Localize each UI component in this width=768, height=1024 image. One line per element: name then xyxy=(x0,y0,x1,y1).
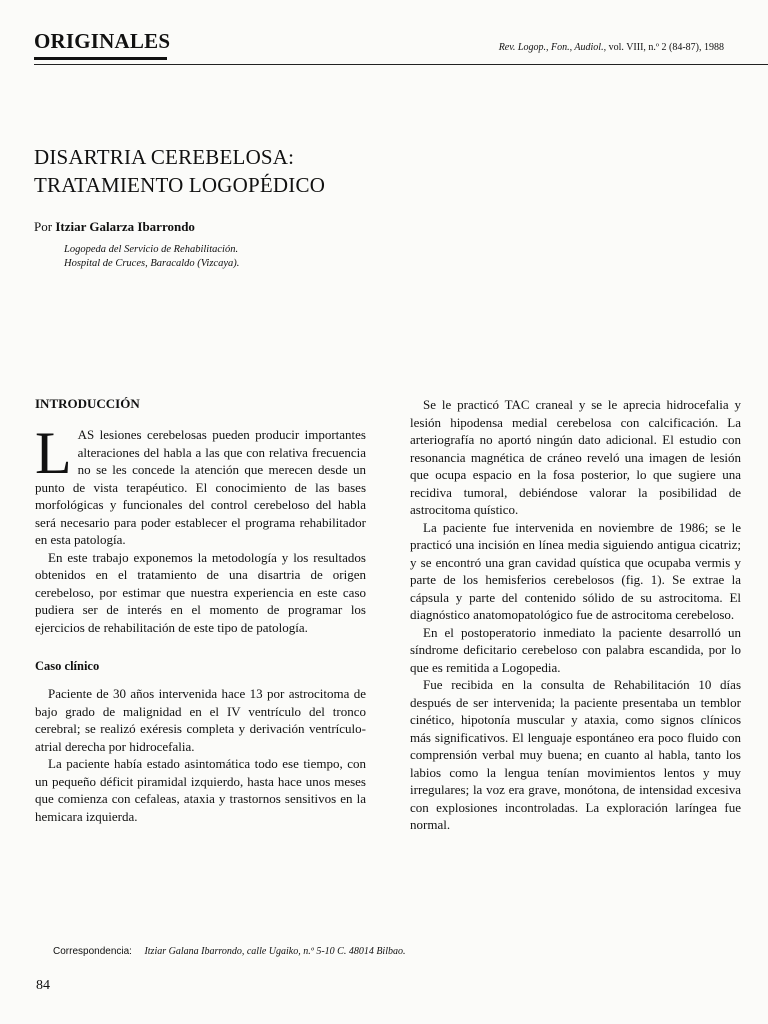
intro-paragraph-2: En este trabajo exponemos la metodología y los resultados obtenidos en el tratamiento de una disartria de origen cerebeloso, por estimar que nuestra experiencia en este caso pudiera ser de interés en el momento de programar los ejercicios de rehabilitación de este tipo de patología. xyxy=(35,549,366,635)
introduction-heading: INTRODUCCIÓN xyxy=(35,396,140,411)
section-label: ORIGINALES xyxy=(34,29,171,53)
right-paragraph-3: En el postoperatorio inmediato la paciente desarrolló un síndrome deficitario cerebeloso con palabra escandida, por lo que es remitida a Logopedia. xyxy=(410,624,741,675)
journal-details: vol. VIII, n.º 2 (84-87), 1988 xyxy=(608,42,724,53)
section-label-underline xyxy=(34,57,167,60)
correspondence-label: Correspondencia: xyxy=(53,946,132,957)
left-column xyxy=(35,395,366,825)
case-paragraph-1: Paciente de 30 años intervenida hace 13 por astrocitoma de bajo grado de malignidad en el IV ventrículo del tronco cerebral; se realizó exéresis completa y derivación ventrículo-atrial derecha por hidrocefalia. xyxy=(35,686,366,754)
affiliation xyxy=(64,243,239,271)
title-line-2: TRATAMIENTO LOGOPÉDICO xyxy=(34,173,326,197)
journal-name: Rev. Logop., Fon., Audiol., xyxy=(498,42,607,53)
drop-cap: L xyxy=(35,420,72,486)
correspondence-note xyxy=(53,946,406,957)
right-paragraph-1: Se le practicó TAC craneal y se le aprecia hidrocefalia y lesión hipodensa medial cerebelosa con calcificación. La arteriografía no aportó ningún dato adicional. El estudio con resonancia magnética de cráneo reveló una imagen de lesión que ocupa espacio en la fosa posterior, lo que sugiere una recidiva tumoral, debiéndose valorar la posibilidad de astrocitoma quístico. xyxy=(410,397,741,517)
correspondence-text: Itziar Galana Ibarrondo, calle Ugaiko, n.º 5-10 C. 48014 Bilbao. xyxy=(144,946,406,957)
journal-reference xyxy=(499,42,724,53)
right-paragraph-4: Fue recibida en la consulta de Rehabilitación 10 días después de ser intervenida; la paciente presentaba un temblor cinético, hipotonía muscular y ataxia, como signos clínicos más significativos. El lenguaje espontáneo era poco fluido con comprensión verbal muy buena; en cuanto al habla, tanto los labios como la lengua tenían movimientos lentos y muy irregulares; la voz era grave, monótona, de intensidad excesiva con explosiones incontroladas. La exploración laríngea fue normal. xyxy=(410,677,741,832)
header-rule xyxy=(34,64,768,65)
page-number: 84 xyxy=(36,978,50,993)
case-heading: Caso clínico xyxy=(35,659,100,673)
intro-paragraph-1 xyxy=(35,420,366,549)
title-line-1: DISARTRIA CEREBELOSA: xyxy=(34,145,295,169)
right-column xyxy=(410,396,741,834)
by-prefix: Por xyxy=(34,219,53,234)
article-title xyxy=(34,143,714,199)
right-paragraph-2: La paciente fue intervenida en noviembre de 1986; se le practicó una incisión en línea media siguiendo antigua cicatriz; y se encontró una gran cavidad quística que ocupaba vermis y parte de los hemisferios cerebelosos (fig. 1). Se extrae la cápsula y parte del contenido sólido de su astrocitoma. El diagnóstico anatomopatológico fue de astrocitoma cerebeloso. xyxy=(410,519,741,622)
section-header xyxy=(34,28,171,54)
byline xyxy=(34,219,195,235)
author-name: Itziar Galarza Ibarrondo xyxy=(55,219,195,234)
affiliation-line-1: Logopeda del Servicio de Rehabilitación. xyxy=(64,244,239,255)
intro-paragraph-1-text: AS lesiones cerebelosas pueden producir importantes alteraciones del habla a las que con relativa frecuencia no se les concede la atención que merecen desde un punto de vista terapéutico. El conocimiento de las bases morfológicas y funcionales del control cerebeloso del habla será necesario para poder establecer el programa rehabilitador en esta patología. xyxy=(35,427,366,547)
affiliation-line-2: Hospital de Cruces, Baracaldo (Vizcaya). xyxy=(64,258,240,269)
case-paragraph-2: La paciente había estado asintomática todo ese tiempo, con un pequeño déficit piramidal izquierdo, hasta hace unos meses que comienza con cefaleas, ataxia y trastornos sensitivos en la hemicara izquierda. xyxy=(35,756,366,824)
